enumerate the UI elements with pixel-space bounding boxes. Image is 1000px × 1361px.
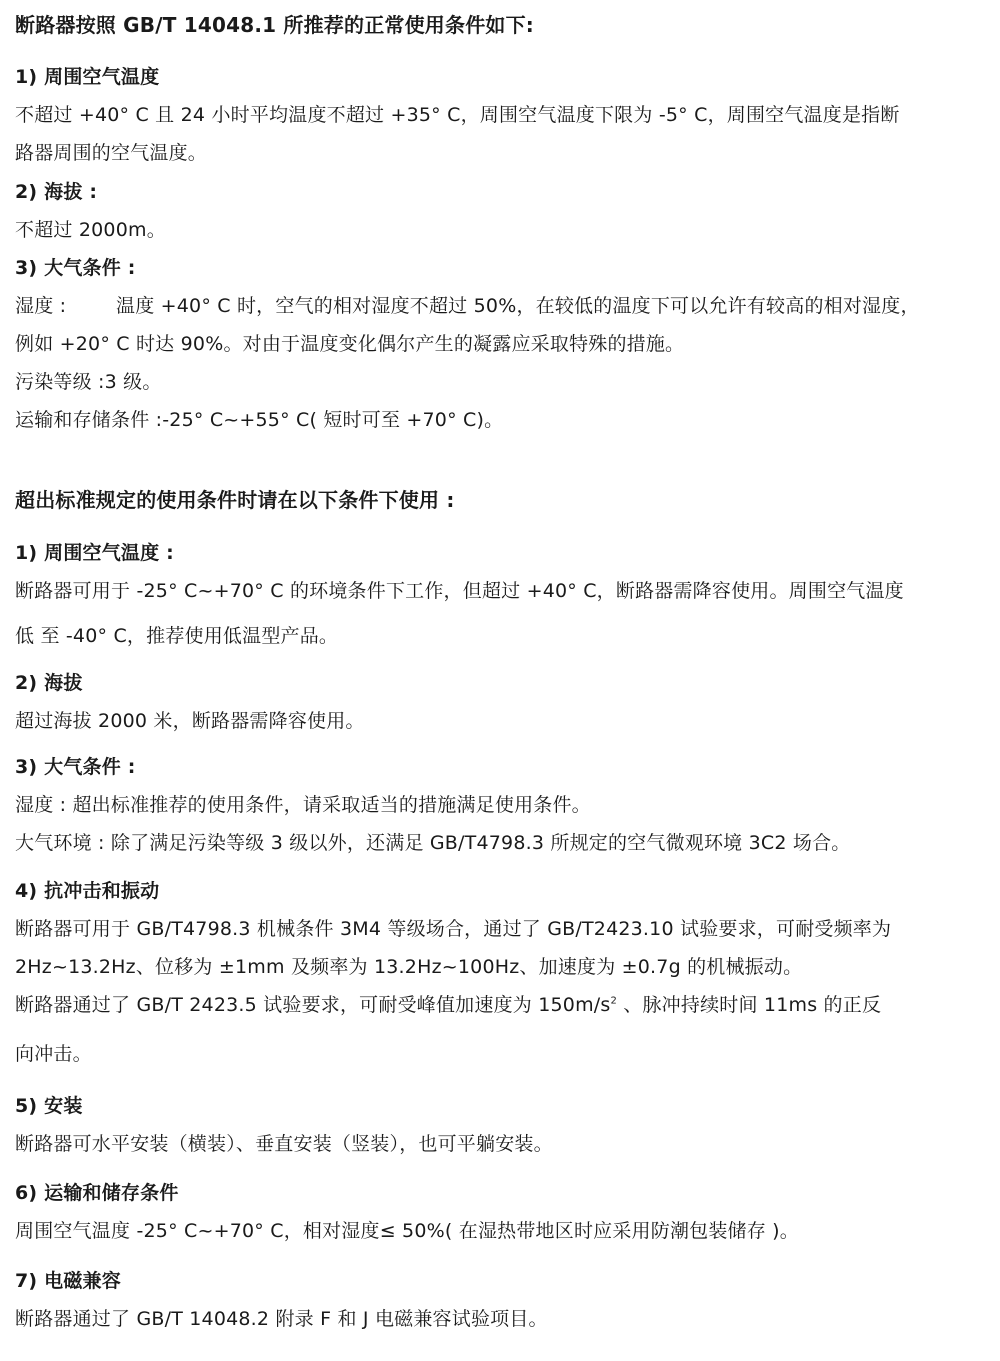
s2-shock-text-3a: 断路器通过了 GB/T 2423.5 试验要求，可耐受峰值加速度为 150m/s — [15, 994, 611, 1016]
s2-install-heading: 5) 安装 — [15, 1095, 83, 1117]
s1-alt-heading: 2) 海拔 : — [15, 181, 98, 203]
s1-humidity-label: 湿度 : — [15, 295, 67, 317]
s2-shock-text-3 — [15, 992, 881, 1018]
section2-title: 超出标准规定的使用条件时请在以下条件下使用 : — [15, 488, 455, 512]
s1-humidity-line-1 — [15, 293, 920, 319]
s2-shock-text-4: 向冲击。 — [15, 1043, 92, 1065]
s1-temp-heading: 1) 周围空气温度 — [15, 66, 160, 88]
s2-install-text: 断路器可水平安装（横装）、垂直安装（竖装），也可平躺安装。 — [15, 1133, 553, 1155]
s2-shock-superscript: 2 — [610, 995, 618, 1007]
s2-temp-text-1: 断路器可用于 -25° C~+70° C 的环境条件下工作，但超过 +40° C，断路器需降容使用。周围空气温度 — [15, 580, 904, 602]
s2-storage-text: 周围空气温度 -25° C~+70° C，相对湿度≤ 50%( 在湿热带地区时应采用防潮包装储存 )。 — [15, 1220, 799, 1242]
s2-alt-heading: 2) 海拔 — [15, 672, 83, 694]
s2-shock-heading: 4) 抗冲击和振动 — [15, 880, 160, 902]
s2-shock-text-3b: 、脉冲持续时间 11ms 的正反 — [617, 994, 882, 1016]
s1-pollution: 污染等级 :3 级。 — [15, 371, 162, 393]
s1-alt-text: 不超过 2000m。 — [15, 219, 166, 241]
s2-storage-heading: 6) 运输和储存条件 — [15, 1182, 179, 1204]
s2-shock-text-1: 断路器可用于 GB/T4798.3 机械条件 3M4 等级场合，通过了 GB/T2423.10 试验要求，可耐受频率为 — [15, 918, 892, 940]
s2-alt-text: 超过海拔 2000 米，断路器需降容使用。 — [15, 710, 365, 732]
s1-atm-heading: 3) 大气条件 : — [15, 257, 136, 279]
s2-env-text: 大气环境 : 除了满足污染等级 3 级以外，还满足 GB/T4798.3 所规定的空气微观环境 3C2 场合。 — [15, 832, 851, 854]
s2-humidity-text: 湿度 : 超出标准推荐的使用条件，请采取适当的措施满足使用条件。 — [15, 794, 591, 816]
s2-temp-text-2: 低 至 -40° C，推荐使用低温型产品。 — [15, 625, 339, 647]
s1-transport: 运输和存储条件 :-25° C~+55° C( 短时可至 +70° C)。 — [15, 409, 504, 431]
s1-temp-text-1: 不超过 +40° C 且 24 小时平均温度不超过 +35° C，周围空气温度下限为 -5° C，周围空气温度是指断 — [15, 104, 900, 126]
s1-humidity-text-1: 温度 +40° C 时，空气的相对湿度不超过 50%，在较低的温度下可以允许有较高的相对湿度， — [116, 295, 920, 317]
s1-temp-text-2: 路器周围的空气温度。 — [15, 142, 208, 164]
section1-title: 断路器按照 GB/T 14048.1 所推荐的正常使用条件如下: — [15, 13, 534, 37]
s2-emc-heading: 7) 电磁兼容 — [15, 1270, 121, 1292]
s2-atm-heading: 3) 大气条件 : — [15, 756, 136, 778]
s2-temp-heading: 1) 周围空气温度 : — [15, 542, 174, 564]
s1-humidity-text-2: 例如 +20° C 时达 90%。对由于温度变化偶尔产生的凝露应采取特殊的措施。 — [15, 333, 685, 355]
s2-shock-text-2: 2Hz~13.2Hz、位移为 ±1mm 及频率为 13.2Hz~100Hz、加速度为 ±0.7g 的机械振动。 — [15, 956, 803, 978]
s2-emc-text: 断路器通过了 GB/T 14048.2 附录 F 和 J 电磁兼容试验项目。 — [15, 1308, 548, 1330]
